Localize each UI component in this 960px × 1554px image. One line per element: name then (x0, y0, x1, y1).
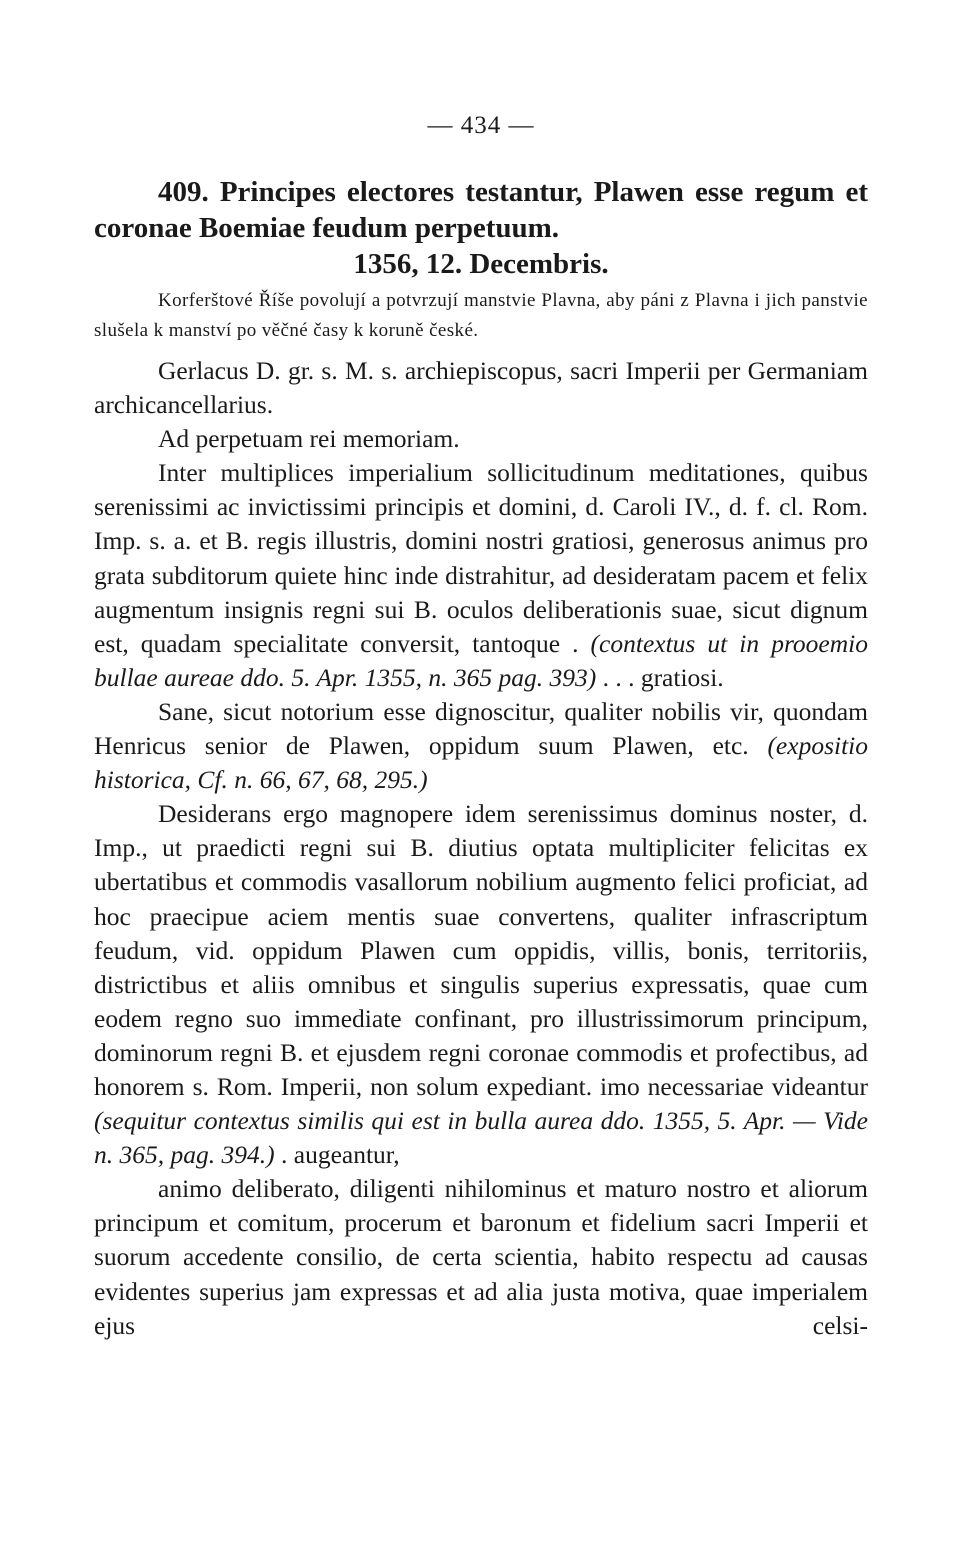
paragraph-sane (94, 695, 868, 797)
paragraph-sane-text: Sane, sicut notorium esse dignoscitur, qualiter nobilis vir, quondam Henricus senior de Plawen, oppidum suum Plawen, etc. (94, 696, 868, 761)
paragraph-inter (94, 456, 868, 695)
document-page (94, 112, 868, 1343)
page-number: — 434 — (427, 112, 535, 139)
editorial-note-prooemio: (contextus ut in prooemio bullae aureae ddo. 5. Apr. 1355, n. 365 pag. 393) (94, 628, 868, 692)
perpetuam-line: Ad perpetuam rei memoriam. (158, 424, 460, 454)
paragraph-inter-end: . . . gratiosi. (596, 662, 724, 692)
intro-paragraph: Gerlacus D. gr. s. M. s. archiepiscopus, sacri Imperii per Germaniam archicancellarius. (94, 356, 868, 420)
paragraph-desiderans-end: . augeantur, (274, 1140, 400, 1170)
paragraph-inter-text: Inter multiplices imperialium sollicitudinum meditationes, quibus serenissimi ac invictissimi principis et domini, d. Caroli IV., d. f. cl. Rom. Imp. s. a. et B. regis illustris, domini nostri gratiosi, generosus animus pro grata subditorum quiete hinc inde distrahitur, ad desideratam pacem et felix augmentum insignis regni sui B. oculos deliberationis suae, sicut dignum est, quadam specialitate conversit, tantoque (94, 458, 868, 658)
paragraph-desiderans (94, 797, 868, 1172)
editorial-note-expositio: (expositio historica, Cf. n. 66, 67, 68, 295.) (94, 731, 868, 795)
paragraph-inter-gap: . (560, 628, 591, 658)
editorial-note-sequitur: (sequitur contextus similis qui est in bulla aurea ddo. 1355, 5. Apr. — Vide n. 365, pag. 394.) (94, 1106, 868, 1170)
document-date: 1356, 12. Decembris. (353, 248, 609, 280)
paragraph-animo: animo deliberato, diligenti nihilominus et maturo nostro et aliorum principum et comitum, procerum et baronum et fidelium sacri Imperii et suorum accedente consilio, de certa scientia, habito respectu ad causas evidentes superius jam expressas et ad alia justa motiva, quae imperialem ejus celsi- (94, 1174, 868, 1340)
document-title: 409. Principes electores testantur, Plawen esse regum et coronae Boemiae feudum perpetuum. (94, 176, 868, 244)
paragraph-desiderans-text: Desiderans ergo magnopere idem serenissimus dominus noster, d. Imp., ut praedicti regni sui B. diutius optata multipliciter felicitas ex ubertatibus et commodis vasallorum nobilium augmento felici proficiat, ad hoc praecipue aciem mentis suae convertens, qualiter infrascriptum feudum, vid. oppidum Plawen cum oppidis, villis, bonis, territoriis, districtibus et aliis omnibus et singulis superius expressatis, quae cum eodem regno suo immediate confinant, pro illustrissimorum principum, dominorum regni B. et ejusdem regni coronae commodis et profectibus, ad honorem s. Rom. Imperii, non solum expediant. imo necessariae videantur (94, 799, 868, 1101)
czech-summary: Korferštové Říše povolují a potvrzují manstvie Plavna, aby páni z Plavna i jich panstvie slušela k manství po věčné časy k koruně české. (94, 290, 868, 341)
